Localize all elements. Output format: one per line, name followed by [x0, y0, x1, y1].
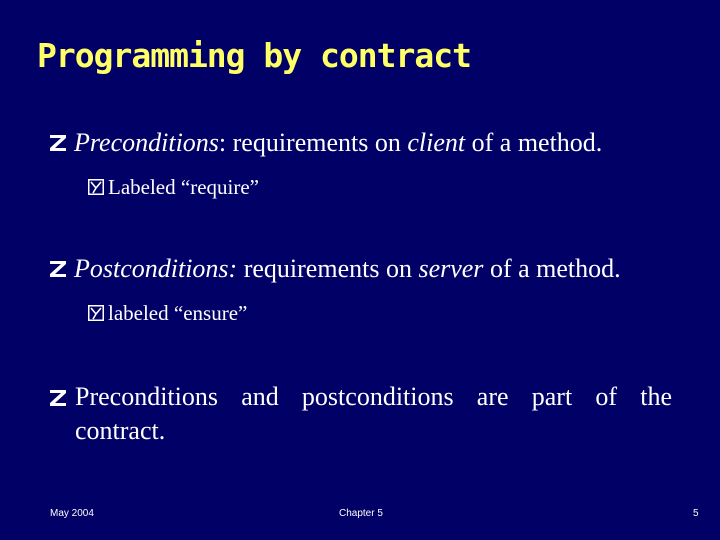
statement-text — [75, 380, 672, 448]
sub-bullet-ensure — [88, 300, 247, 326]
slide-title: Programming by contract — [37, 36, 471, 75]
slide-number: 5 — [693, 508, 699, 519]
bullet-text: of a method. — [483, 254, 621, 283]
bullet-text: of a method. — [465, 128, 603, 157]
bullet-postconditions — [48, 254, 621, 284]
bullet-emphasis: server — [418, 254, 484, 283]
bullet-text: : requirements on — [218, 128, 408, 157]
z-bullet-icon — [48, 132, 68, 152]
footer-date: May 2004 — [50, 508, 94, 519]
sub-bullet-text: Labeled “require” — [108, 175, 259, 199]
z-bullet-icon — [48, 387, 68, 407]
y-bullet-icon — [88, 179, 104, 195]
bullet-contract-statement — [48, 380, 672, 448]
bullet-emphasis: client — [407, 128, 466, 157]
footer-chapter: Chapter 5 — [339, 508, 383, 519]
sub-bullet-text: labeled “ensure” — [108, 301, 248, 325]
statement-line-1: Preconditions and postconditions are part of the — [75, 382, 672, 411]
sub-bullet-require — [88, 174, 259, 200]
z-bullet-icon — [48, 258, 68, 278]
y-bullet-icon — [88, 305, 104, 321]
statement-line-2: contract. — [75, 416, 166, 445]
bullet-term: Preconditions — [74, 128, 219, 157]
bullet-term: Postconditions: — [74, 254, 238, 283]
bullet-text: requirements on — [237, 254, 419, 283]
bullet-preconditions — [48, 128, 602, 158]
